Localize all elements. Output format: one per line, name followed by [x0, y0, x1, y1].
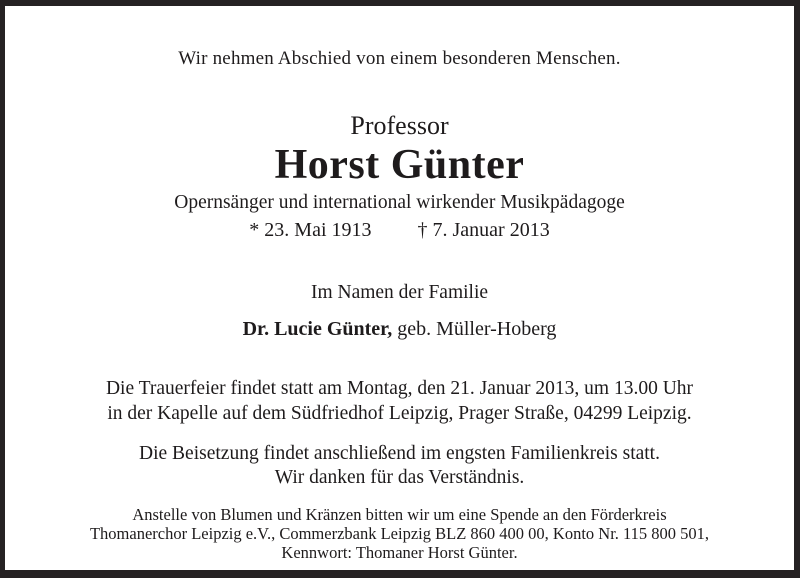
family-name-rest: geb. Müller-Hoberg	[392, 318, 557, 340]
death-date: † 7. Januar 2013	[417, 219, 550, 241]
deceased-profession: Opernsänger und international wirkender Musikpädagoge	[174, 192, 625, 213]
deceased-name: Horst Günter	[274, 142, 525, 188]
family-intro-line: Im Namen der Familie	[310, 282, 489, 303]
service-paragraph	[5, 376, 794, 426]
burial-paragraph	[5, 442, 794, 490]
birth-date: * 23. Mai 1913	[249, 219, 372, 241]
life-dates	[5, 217, 794, 244]
deceased-title: Professor	[350, 111, 449, 140]
burial-line-1: Die Beisetzung findet anschließend im engsten Familienkreis statt.	[139, 443, 660, 464]
family-name-bold: Dr. Lucie Günter,	[242, 318, 393, 340]
service-line-2: in der Kapelle auf dem Südfriedhof Leipzig, Prager Straße, 04299 Leipzig.	[107, 403, 692, 424]
family-name-line	[5, 316, 794, 342]
burial-line-2: Wir danken für das Verständnis.	[274, 467, 525, 488]
donation-paragraph	[5, 505, 794, 562]
donation-line-3: Kennwort: Thomaner Horst Günter.	[281, 543, 518, 562]
obituary-intro-line: Wir nehmen Abschied von einem besonderen Menschen.	[178, 48, 621, 69]
service-line-1: Die Trauerfeier findet statt am Montag, den 21. Januar 2013, um 13.00 Uhr	[105, 378, 694, 399]
donation-line-1: Anstelle von Blumen und Kränzen bitten wir um eine Spende an den Förderkreis	[132, 505, 667, 524]
donation-line-2: Thomanerchor Leipzig e.V., Commerzbank Leipzig BLZ 860 400 00, Konto Nr. 115 800 501,	[89, 524, 710, 543]
